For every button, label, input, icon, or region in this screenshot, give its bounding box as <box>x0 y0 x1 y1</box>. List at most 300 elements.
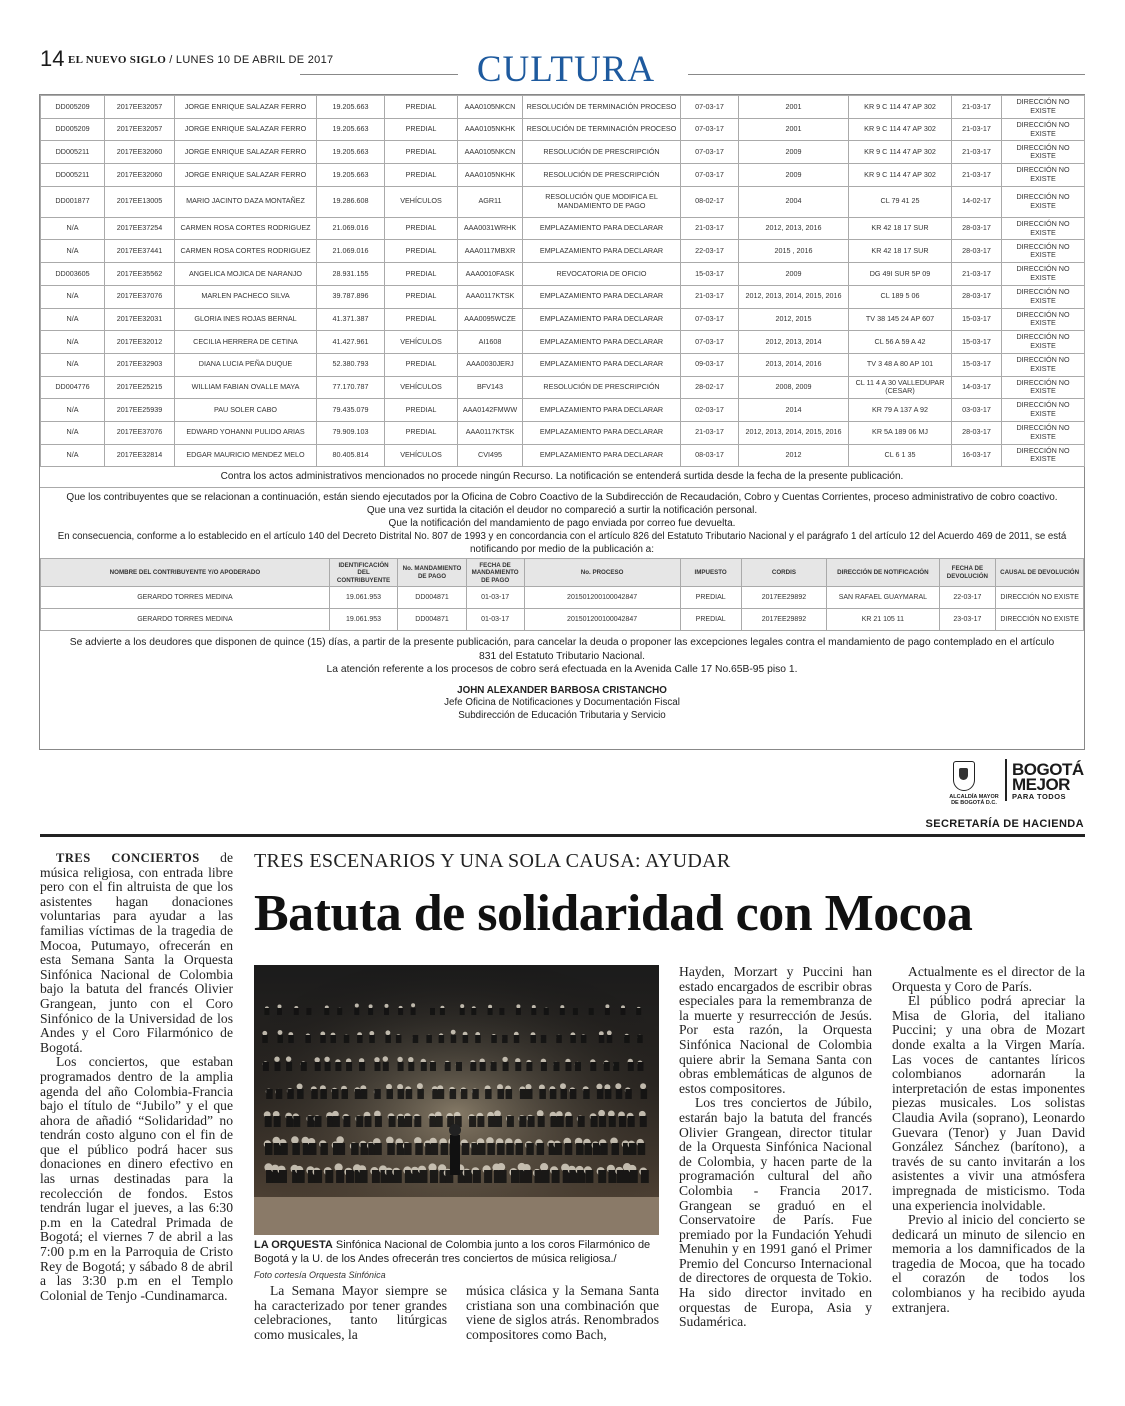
table-row <box>41 96 1085 119</box>
table-cell: DIRECCIÓN NO EXISTE <box>1002 217 1085 240</box>
musician-body <box>471 1008 476 1015</box>
musician-body <box>520 1089 527 1099</box>
musician-body <box>415 1143 423 1155</box>
table-cell: AAA0105NKCN <box>458 96 523 119</box>
intro-line: En consecuencia, conforme a lo establecido en el artículo 140 del Decreto Distrital No. 807 de 1993 y en concordancia con el artículo 826 del Estatuto Tributario Nacional y el parágrafo 1 del artículo 12 del Acuerdo 469 de 2011, se está <box>57 531 1067 543</box>
table-cell: EMPLAZAMIENTO PARA DECLARAR <box>523 285 681 308</box>
musician-body <box>617 1170 625 1183</box>
musician-body <box>531 1035 537 1043</box>
debtor-table <box>40 558 1084 631</box>
col-header: CORDIS <box>741 559 827 587</box>
musician-body <box>357 1035 363 1043</box>
musician-body <box>278 1035 284 1043</box>
table-cell: KR 9 C 114 47 AP 302 <box>849 96 952 119</box>
table-row <box>41 118 1085 141</box>
musician-body <box>297 1089 304 1099</box>
musician-body <box>581 1035 587 1043</box>
musician-body <box>511 1170 519 1183</box>
table-cell: 28-03-17 <box>952 217 1002 240</box>
table-cell: 2017EE32012 <box>105 331 175 354</box>
musician-figure <box>540 1163 548 1171</box>
musician-body <box>541 1035 547 1043</box>
table-cell: RESOLUCIÓN DE TERMINACIÓN PROCESO <box>523 96 681 119</box>
closing-notice <box>40 631 1084 677</box>
table-cell: 41.427.961 <box>317 331 385 354</box>
table-cell: PREDIAL <box>385 421 458 444</box>
musician-body <box>311 1089 318 1099</box>
table-cell: 03-03-17 <box>952 399 1002 422</box>
closing-line: 831 del Estatuto Tributario Nacional. <box>479 650 645 662</box>
musician-body <box>599 1035 605 1043</box>
table-cell: DD004871 <box>398 587 466 609</box>
musician-body <box>297 1170 305 1183</box>
musician-body <box>369 1035 375 1043</box>
intro-line: notificando por medio de la publicación a: <box>469 544 654 556</box>
table-row <box>41 587 1084 609</box>
musician-body <box>280 1143 288 1155</box>
section-divider <box>40 834 1085 837</box>
musician-figure <box>615 1083 621 1089</box>
musician-body <box>607 1035 613 1043</box>
table-cell: 77.170.787 <box>317 376 385 399</box>
musician-body <box>398 1008 403 1015</box>
table-cell: PREDIAL <box>385 96 458 119</box>
article-col-2 <box>254 1284 447 1342</box>
article-headline: Batuta de solidaridad con Mocoa <box>254 885 973 942</box>
table-cell: DIRECCIÓN NO EXISTE <box>1002 308 1085 331</box>
musician-body <box>605 1008 610 1015</box>
table-cell: DIRECCIÓN NO EXISTE <box>1002 285 1085 308</box>
table-cell: MARIO JACINTO DAZA MONTAÑEZ <box>175 186 317 217</box>
table-cell: 2012, 2013, 2014, 2015, 2016 <box>739 421 849 444</box>
table-cell: PREDIAL <box>385 141 458 164</box>
table-cell: DD005209 <box>41 96 105 119</box>
musician-body <box>294 1008 299 1015</box>
table-row <box>41 331 1085 354</box>
musician-body <box>387 1143 395 1155</box>
musician-body <box>485 1089 492 1099</box>
table-cell: 22-03-17 <box>681 240 739 263</box>
orchestra-image <box>254 965 659 1235</box>
table-cell: 2017EE32057 <box>105 96 175 119</box>
col-header: CAUSAL DE DEVOLUCIÓN <box>996 559 1084 587</box>
table-cell: AAA0095WCZE <box>458 308 523 331</box>
musician-body <box>324 1008 329 1015</box>
table-cell: AAA0117KTSK <box>458 421 523 444</box>
musician-body <box>462 1143 470 1155</box>
table-cell: 2012, 2013, 2016 <box>739 217 849 240</box>
musician-body <box>396 1035 402 1043</box>
table-cell: 2014 <box>739 399 849 422</box>
article-paragraph: Actualmente es el director de la Orquesta y Coro de París. <box>892 964 1085 994</box>
table-cell: 2017EE32814 <box>105 444 175 467</box>
photo-credit: Foto cortesía Orquesta Sinfónica <box>254 1270 386 1280</box>
table-cell: 15-03-17 <box>952 331 1002 354</box>
caption-text: Sinfónica Nacional de Colombia junto a los coros Filarmónico de Bogotá y la U. de los Andes ofrecerán tres conciertos de música religiosa./ <box>254 1239 651 1265</box>
musician-body <box>413 1035 419 1043</box>
article-paragraph: Hayden, Morzart y Puccini han estado encargados de escribir obras especiales para la remembranza de la muerte y resurrección de Jesús. Por esta razón, la Orquesta Sinfónica Nacional de Colombia quiere abrir la Semana Santa con obras emblemáticas de algunos de estos compositores. <box>679 964 872 1096</box>
musician-body <box>491 1035 497 1043</box>
musician-figure <box>411 1003 415 1007</box>
table-cell: 79.909.103 <box>317 421 385 444</box>
table-cell: 19.205.663 <box>317 164 385 187</box>
table-cell: PREDIAL <box>385 353 458 376</box>
table-cell: 19.286.608 <box>317 186 385 217</box>
table-cell: 201501200100042847 <box>524 587 680 609</box>
table-cell: 2017EE37441 <box>105 240 175 263</box>
col-header: FECHA DE MANDAMIENTO DE PAGO <box>466 559 524 587</box>
musician-figure <box>336 1136 344 1144</box>
table-cell: CL 6 1 35 <box>849 444 952 467</box>
table-row <box>41 444 1085 467</box>
table-cell: 2009 <box>739 164 849 187</box>
musician-body <box>336 1170 344 1183</box>
table-cell: JORGE ENRIQUE SALAZAR FERRO <box>175 118 317 141</box>
musician-figure <box>278 1005 282 1009</box>
table-cell: PREDIAL <box>385 118 458 141</box>
musician-body <box>430 1170 438 1183</box>
musician-body <box>470 1062 476 1071</box>
musician-body <box>279 1170 287 1183</box>
musician-body <box>608 1170 616 1183</box>
table-cell: AAA0117MBXR <box>458 240 523 263</box>
table-cell: DIRECCIÓN NO EXISTE <box>1002 399 1085 422</box>
musician-body <box>499 1008 504 1015</box>
table-cell: N/A <box>41 240 105 263</box>
table-cell: CL 11 4 A 30 VALLEDUPAR (CESAR) <box>849 376 952 399</box>
table-cell: EMPLAZAMIENTO PARA DECLARAR <box>523 308 681 331</box>
musician-body <box>263 1062 269 1071</box>
musician-body <box>570 1035 576 1043</box>
musician-body <box>598 1170 606 1183</box>
musician-body <box>307 1116 314 1127</box>
musician-body <box>335 1062 341 1071</box>
intro-line: Que la notificación del mandamiento de pago enviada por correo fue devuelta. <box>388 518 736 530</box>
table-cell: 2012, 2013, 2014, 2015, 2016 <box>739 285 849 308</box>
musician-body <box>274 1116 281 1127</box>
musician-body <box>420 1170 428 1183</box>
table-cell: EDWARD YOHANNI PULIDO ARIAS <box>175 421 317 444</box>
musician-body <box>374 1143 382 1155</box>
col-header: DIRECCIÓN DE NOTIFICACIÓN <box>827 559 939 587</box>
table-cell: 15-03-17 <box>681 263 739 286</box>
table-cell: 2017EE13005 <box>105 186 175 217</box>
table-cell: DD004871 <box>398 609 466 631</box>
table-cell: 2013, 2014, 2016 <box>739 353 849 376</box>
musician-body <box>450 1089 457 1099</box>
brand-line: PARA TODOS <box>1012 792 1067 801</box>
table-cell: 39.787.896 <box>317 285 385 308</box>
musician-body <box>451 1035 457 1043</box>
musician-body <box>398 1089 405 1099</box>
musician-body <box>356 1116 363 1127</box>
table-cell: 2017EE32060 <box>105 141 175 164</box>
musician-figure <box>262 1031 267 1036</box>
table-cell: AI1608 <box>458 331 523 354</box>
musician-body <box>325 1170 333 1183</box>
musician-body <box>624 1035 630 1043</box>
table-cell: AAA0117KTSK <box>458 285 523 308</box>
intro-line: Que una vez surtida la citación el deudor no compareció a surtir la notificación personal. <box>366 505 758 517</box>
table-cell: EDGAR MAURICIO MENDEZ MELO <box>175 444 317 467</box>
article-paragraph: Previo al inicio del concierto se dedicará un minuto de silencio en memoria a los damnificados de la tragedia de Mocoa, que ha tocado el corazón de todos los colombianos y ha recibido ayuda extranjera. <box>892 1212 1085 1315</box>
musician-body <box>507 1116 514 1127</box>
musician-body <box>406 1089 413 1099</box>
table-cell: DIRECCIÓN NO EXISTE <box>996 587 1084 609</box>
table-cell: TV 38 145 24 AP 607 <box>849 308 952 331</box>
table-cell: 21-03-17 <box>952 164 1002 187</box>
musician-body <box>589 1008 594 1015</box>
musician-body <box>503 1062 509 1071</box>
table-cell: PREDIAL <box>385 164 458 187</box>
musician-body <box>320 1089 327 1099</box>
alcaldia-line: DE BOGOTÁ D.C. <box>951 800 997 807</box>
musician-body <box>287 1089 294 1099</box>
table-cell: N/A <box>41 308 105 331</box>
musician-body <box>305 1035 311 1043</box>
table-cell: 01-03-17 <box>466 587 524 609</box>
musician-body <box>354 1008 359 1015</box>
table-cell: 2001 <box>739 96 849 119</box>
musician-body <box>426 1035 432 1043</box>
table-cell: DD001877 <box>41 186 105 217</box>
article-col-3 <box>466 1284 659 1342</box>
table-cell: 28-03-17 <box>952 421 1002 444</box>
table-cell: DIRECCIÓN NO EXISTE <box>1002 376 1085 399</box>
table-cell: KR 21 105 11 <box>827 609 939 631</box>
table-cell: DIRECCIÓN NO EXISTE <box>1002 444 1085 467</box>
table-cell: DD005211 <box>41 141 105 164</box>
musician-body <box>374 1089 381 1099</box>
table-cell: 2017EE32903 <box>105 353 175 376</box>
musician-figure <box>278 1030 283 1035</box>
table-cell: DD004776 <box>41 376 105 399</box>
musician-body <box>338 1143 346 1155</box>
table-cell: 21-03-17 <box>681 285 739 308</box>
musician-body <box>293 1116 300 1127</box>
table-row <box>41 376 1085 399</box>
table-cell: 01-03-17 <box>466 609 524 631</box>
table-cell: 2017EE25215 <box>105 376 175 399</box>
musician-body <box>526 1143 534 1155</box>
table-cell: JORGE ENRIQUE SALAZAR FERRO <box>175 164 317 187</box>
notice-table <box>40 95 1085 467</box>
table-cell: CL 56 A 59 A 42 <box>849 331 952 354</box>
table-row <box>41 285 1085 308</box>
musician-body <box>524 1170 532 1183</box>
section-title: CULTURA <box>476 49 656 90</box>
musician-figure <box>607 1031 612 1036</box>
table-cell: 21-03-17 <box>952 118 1002 141</box>
page-number: 14 <box>40 46 65 71</box>
table-cell: DIRECCIÓN NO EXISTE <box>1002 240 1085 263</box>
musician-body <box>398 1062 404 1071</box>
musician-body <box>436 1116 443 1127</box>
table-cell: 07-03-17 <box>681 308 739 331</box>
musician-body <box>264 1008 269 1015</box>
table-cell: CARMEN ROSA CORTES RODRIGUEZ <box>175 217 317 240</box>
table-cell: 2009 <box>739 141 849 164</box>
musician-body <box>515 1062 521 1071</box>
table-cell: 21.069.016 <box>317 240 385 263</box>
table-cell: PREDIAL <box>385 285 458 308</box>
musician-body <box>640 1116 647 1127</box>
table-cell: 2017EE29892 <box>741 609 827 631</box>
musician-body <box>431 1143 439 1155</box>
table-cell: JORGE ENRIQUE SALAZAR FERRO <box>175 96 317 119</box>
musician-figure <box>605 1004 609 1008</box>
table-cell: EMPLAZAMIENTO PARA DECLARAR <box>523 217 681 240</box>
musician-body <box>275 1062 281 1071</box>
header-rule-left <box>300 74 458 75</box>
table-row <box>41 609 1084 631</box>
table-row <box>41 217 1085 240</box>
table-cell: 2017EE35562 <box>105 263 175 286</box>
table-cell: 2017EE37254 <box>105 217 175 240</box>
musician-body <box>411 1008 416 1015</box>
musician-body <box>499 1170 507 1183</box>
table-cell: PREDIAL <box>385 240 458 263</box>
musician-body <box>359 1062 365 1071</box>
alcaldia-label <box>944 794 1004 806</box>
musician-body <box>471 1143 479 1155</box>
musician-body <box>600 1143 608 1155</box>
musician-body <box>575 1062 581 1071</box>
musician-body <box>526 1089 533 1099</box>
musician-figure <box>274 1057 279 1062</box>
orchestra-photo <box>254 965 659 1235</box>
intro-line: Que los contribuyentes que se relacionan a continuación, están siendo ejecutados por la Oficina de Cobro Coactivo de la Subdirección de Recaudación, Cobro y Cuentas Corrientes, proceso administrativo de cobro coactivo. <box>66 492 1058 504</box>
table-cell: BFV143 <box>458 376 523 399</box>
musician-body <box>361 1143 369 1155</box>
musician-body <box>331 1035 337 1043</box>
table-cell: KR 9 C 114 47 AP 302 <box>849 118 952 141</box>
musician-body <box>265 1143 273 1155</box>
table-cell: CL 189 5 06 <box>849 285 952 308</box>
musician-body <box>488 1008 493 1015</box>
musician-body <box>566 1062 572 1071</box>
musician-body <box>478 1143 486 1155</box>
table-cell: 19.061.953 <box>329 609 397 631</box>
table-row <box>41 263 1085 286</box>
musician-body <box>570 1089 577 1099</box>
table-cell: DIRECCIÓN NO EXISTE <box>1002 421 1085 444</box>
musician-body <box>612 1143 620 1155</box>
musician-body <box>429 1116 436 1127</box>
table-cell: 19.061.953 <box>329 587 397 609</box>
musician-body <box>286 1116 293 1127</box>
musician-body <box>641 1089 648 1099</box>
musician-body <box>292 1143 300 1155</box>
musician-body <box>315 1116 322 1127</box>
table-cell: TV 3 48 A 80 AP 101 <box>849 353 952 376</box>
musician-body <box>636 1008 641 1015</box>
musician-body <box>537 1143 545 1155</box>
musician-body <box>506 1089 512 1099</box>
musician-figure <box>324 1057 329 1062</box>
musician-body <box>556 1035 562 1043</box>
musician-body <box>641 1170 649 1183</box>
musician-body <box>638 1143 646 1155</box>
musician-body <box>613 1062 619 1071</box>
musician-body <box>262 1035 268 1043</box>
musician-body <box>565 1143 573 1155</box>
musician-body <box>266 1089 273 1099</box>
musician-figure <box>286 1056 291 1061</box>
table-cell: VEHÍCULOS <box>385 331 458 354</box>
musician-body <box>628 1062 634 1071</box>
musician-body <box>491 1062 497 1071</box>
table-cell: PREDIAL <box>385 217 458 240</box>
hacienda-logo <box>925 758 1084 834</box>
table-cell: N/A <box>41 421 105 444</box>
table-cell: 28-03-17 <box>952 240 1002 263</box>
table-cell: 23-03-17 <box>939 609 996 631</box>
musician-body <box>516 1008 521 1015</box>
table-cell: CECILIA HERRERA DE CETINA <box>175 331 317 354</box>
musician-body <box>475 1035 481 1043</box>
header-rule-right <box>688 74 1085 75</box>
col-header: No. MANDAMIENTO DE PAGO <box>398 559 466 587</box>
table-cell: DIRECCIÓN NO EXISTE <box>1002 164 1085 187</box>
musician-figure <box>497 1163 505 1171</box>
table-cell: VEHÍCULOS <box>385 376 458 399</box>
musician-body <box>502 1035 508 1043</box>
table-cell: PAU SOLER CABO <box>175 399 317 422</box>
musician-figure <box>355 1004 359 1008</box>
musician-body <box>301 1062 307 1071</box>
table-cell: DIRECCIÓN NO EXISTE <box>1002 353 1085 376</box>
notice-intro <box>40 488 1084 558</box>
musician-body <box>535 1170 543 1183</box>
table-cell: EMPLAZAMIENTO PARA DECLARAR <box>523 421 681 444</box>
table-cell: 21-03-17 <box>952 263 1002 286</box>
caption-lead: LA ORQUESTA <box>254 1239 333 1251</box>
table-cell: DIRECCIÓN NO EXISTE <box>1002 186 1085 217</box>
table-cell: GERARDO TORRES MEDINA <box>41 587 330 609</box>
table-row <box>41 399 1085 422</box>
table-row <box>41 353 1085 376</box>
musician-body <box>566 1116 573 1127</box>
table-cell: AAA0010FASK <box>458 263 523 286</box>
musician-figure <box>516 1004 520 1008</box>
table-cell: AAA0030JERJ <box>458 353 523 376</box>
table-row <box>41 308 1085 331</box>
table-cell: 07-03-17 <box>681 331 739 354</box>
musician-body <box>441 1143 449 1155</box>
table-cell: AAA0105NKHK <box>458 164 523 187</box>
musician-body <box>375 1116 382 1127</box>
musician-body <box>593 1143 601 1155</box>
article-paragraph: Los tres conciertos de Júbilo, estarán bajo la batuta del francés Olivier Grangean, director titular de la Orquesta Sinfónica Nacional de Colombia, y hacen parte de la programación cultural del año Colombia - Francia 2017. Grangean se graduó en el Conservatoire de París. Fue premiado por la Fundación Yehudi Menuhin y en 1991 ganó el Primer Premio del Concurso Internacional de directores de orquesta de Tokio. Ha sido director invitado en orquestas de Europa, Asia y Sudamérica. <box>679 1095 872 1330</box>
table-cell: 2001 <box>739 118 849 141</box>
table-cell: N/A <box>41 353 105 376</box>
table-cell: AAA0031WRHK <box>458 217 523 240</box>
musician-figure <box>560 1083 566 1089</box>
table-cell: AAA0105NKCN <box>458 141 523 164</box>
musician-figure <box>537 1110 544 1117</box>
table-row <box>41 421 1085 444</box>
table-cell: 2017EE32031 <box>105 308 175 331</box>
table-cell: AGR11 <box>458 186 523 217</box>
table-cell: DIRECCIÓN NO EXISTE <box>1002 141 1085 164</box>
table-cell: RESOLUCIÓN DE TERMINACIÓN PROCESO <box>523 118 681 141</box>
table-cell: EMPLAZAMIENTO PARA DECLARAR <box>523 444 681 467</box>
musician-body <box>456 1062 462 1071</box>
table-row <box>41 240 1085 263</box>
table-cell: PREDIAL <box>385 308 458 331</box>
table-cell: GERARDO TORRES MEDINA <box>41 609 330 631</box>
